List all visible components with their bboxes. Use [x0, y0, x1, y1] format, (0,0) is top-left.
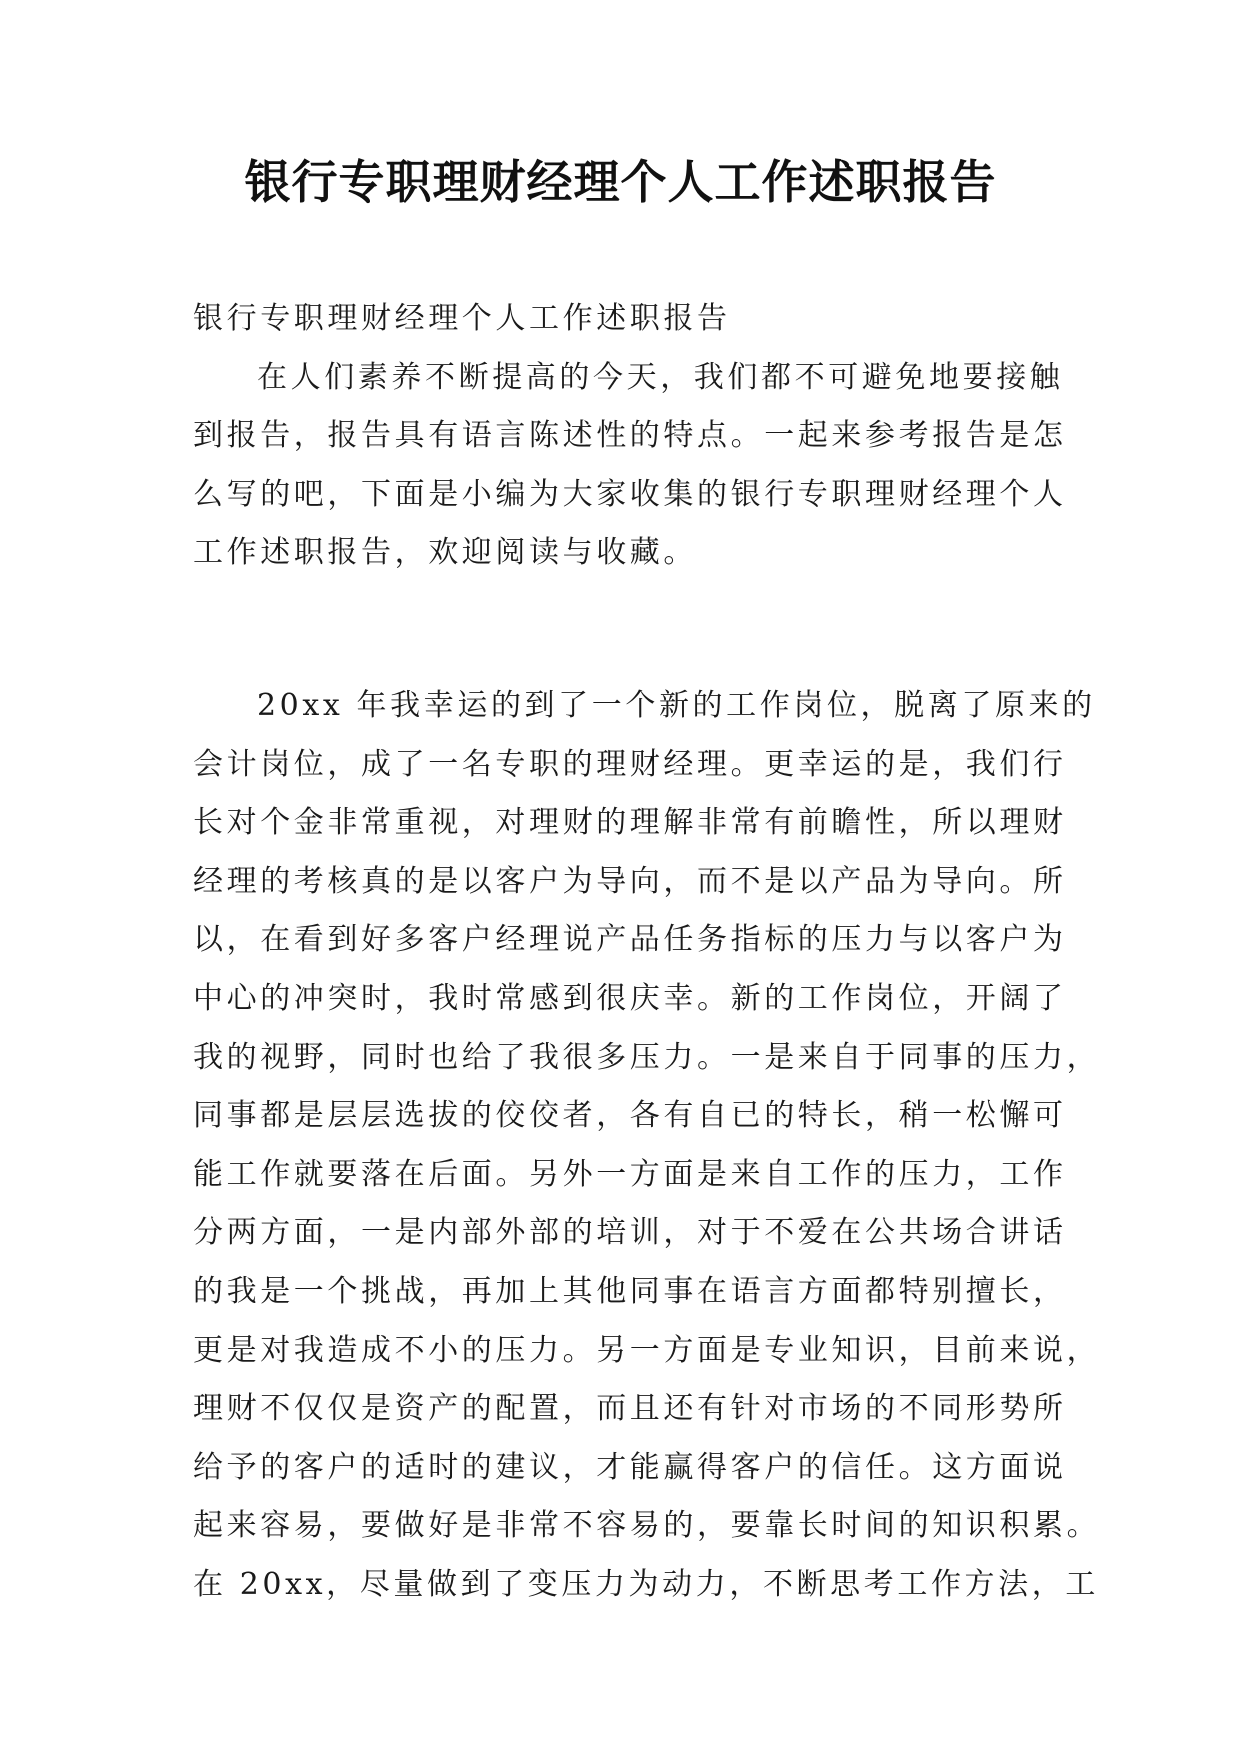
paragraph-line: 理财不仅仅是资产的配置，而且还有针对市场的不同形势所 [193, 1391, 1067, 1427]
paragraph-line: 中心的冲突时，我时常感到很庆幸。新的工作岗位，开阔了 [193, 980, 1067, 1016]
document-subtitle: 银行专职理财经理个人工作述职报告 [193, 301, 731, 336]
paragraph-line: 起来容易，要做好是非常不容易的，要靠长时间的知识积累。 [193, 1508, 1101, 1544]
paragraph-line: 的我是一个挑战，再加上其他同事在语言方面都特别擅长， [193, 1273, 1067, 1309]
paragraph-line: 能工作就要落在后面。另外一方面是来自工作的压力，工作 [193, 1156, 1067, 1192]
paragraph-line: 以，在看到好多客户经理说产品任务指标的压力与以客户为 [193, 922, 1067, 958]
paragraph-spacer [193, 583, 1053, 677]
paragraph-line: 到报告，报告具有语言陈述性的特点。一起来参考报告是怎 [193, 418, 1067, 454]
document-body [193, 290, 1101, 1614]
paragraph-line: 么写的吧，下面是小编为大家收集的银行专职理财经理个人 [193, 476, 1067, 512]
paragraph-line: 更是对我造成不小的压力。另一方面是专业知识，目前来说， [193, 1332, 1101, 1368]
paragraph-line: 在 20xx，尽量做到了变压力为动力，不断思考工作方法，工 [193, 1566, 1099, 1602]
paragraph-line: 20xx 年我幸运的到了一个新的工作岗位，脱离了原来的 [257, 687, 1096, 723]
paragraph-line: 我的视野，同时也给了我很多压力。一是来自于同事的压力， [193, 1039, 1101, 1075]
paragraph-intro [193, 349, 1067, 583]
paragraph-line: 工作述职报告，欢迎阅读与收藏。 [193, 535, 697, 571]
paragraph-line: 分两方面，一是内部外部的培训，对于不爱在公共场合讲话 [193, 1215, 1067, 1251]
paragraph-line: 在人们素养不断提高的今天，我们都不可避免地要接触 [257, 359, 1064, 395]
paragraph-line: 给予的客户的适时的建议，才能赢得客户的信任。这方面说 [193, 1449, 1067, 1485]
paragraph-line: 同事都是层层选拔的佼佼者，各有自已的特长，稍一松懈可 [193, 1098, 1067, 1134]
paragraph-main [193, 677, 1101, 1615]
document-title: 银行专职理财经理个人工作述职报告 [244, 155, 997, 209]
paragraph-line: 长对个金非常重视，对理财的理解非常有前瞻性，所以理财 [193, 805, 1067, 841]
paragraph-line: 会计岗位，成了一名专职的理财经理。更幸运的是，我们行 [193, 746, 1067, 782]
paragraph-line: 经理的考核真的是以客户为导向，而不是以产品为导向。所 [193, 863, 1067, 899]
